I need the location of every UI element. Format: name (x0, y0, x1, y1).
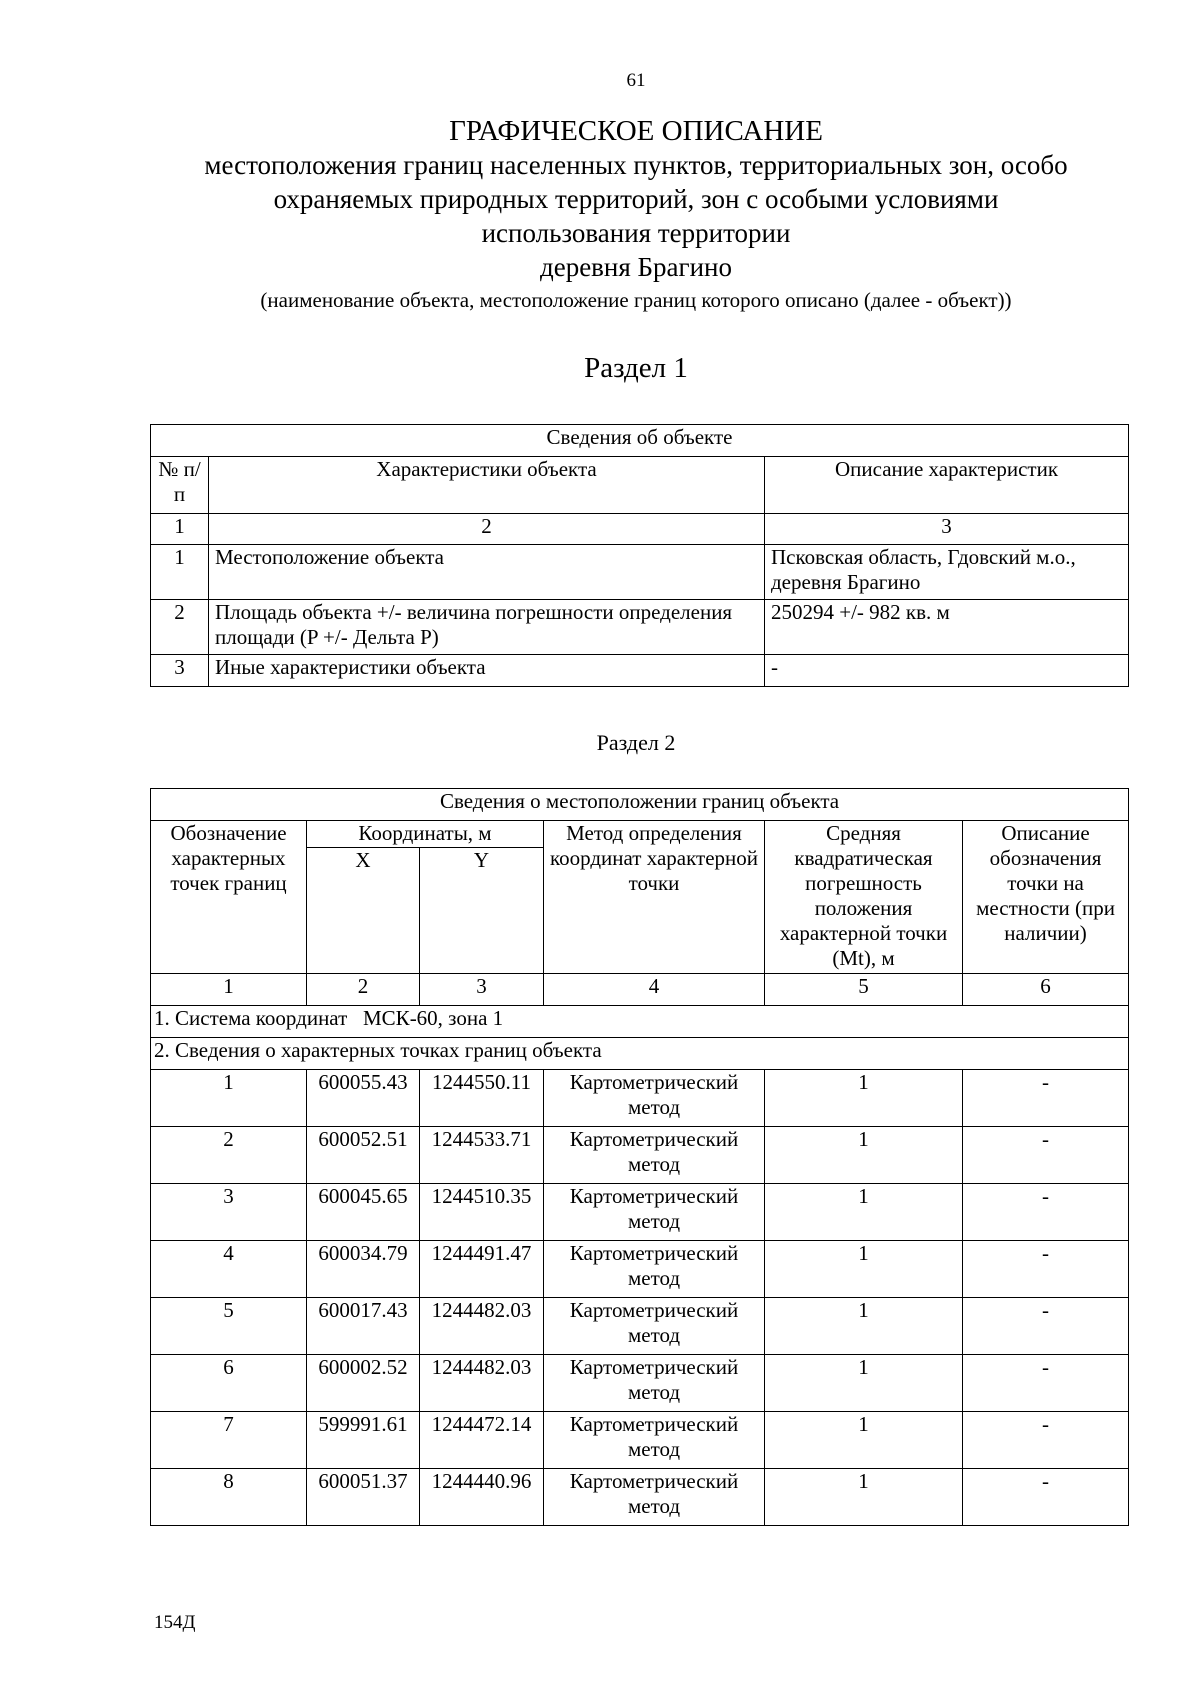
x-coord-cell: 600052.51 (307, 1127, 420, 1184)
x-coord-cell: 599991.61 (307, 1412, 420, 1469)
point-cell: 2 (151, 1127, 307, 1184)
characteristic-cell: Иные характеристики объекта (209, 655, 765, 687)
table-row (151, 655, 1129, 687)
column-number: 2 (209, 514, 765, 545)
coord-system-row: 1. Система координат МСК-60, зона 1 (151, 1006, 1129, 1038)
point-cell: 5 (151, 1298, 307, 1355)
column-number: 3 (420, 974, 544, 1006)
y-coord-cell: 1244472.14 (420, 1412, 544, 1469)
y-coord-cell: 1244440.96 (420, 1469, 544, 1526)
column-number: 1 (151, 514, 209, 545)
method-cell: Картометрический метод (544, 1412, 765, 1469)
table-row (151, 1469, 1129, 1526)
characteristic-cell: Местоположение объекта (209, 545, 765, 600)
column-header-y: Y (420, 848, 544, 974)
table-caption: Сведения о местоположении границ объекта (151, 789, 1129, 821)
column-header-coords: Координаты, м (307, 821, 544, 848)
error-cell: 1 (765, 1469, 963, 1526)
column-number: 2 (307, 974, 420, 1006)
column-number: 5 (765, 974, 963, 1006)
object-name-note: (наименование объекта, местоположение границ которого описано (далее - объект)) (260, 288, 1012, 312)
column-number: 4 (544, 974, 765, 1006)
method-cell: Картометрический метод (544, 1469, 765, 1526)
column-header-x: X (307, 848, 420, 974)
error-cell: 1 (765, 1355, 963, 1412)
point-description-cell: - (963, 1355, 1129, 1412)
description-cell: Псковская область, Гдовский м.о., деревня Брагино (765, 545, 1129, 600)
document-title: ГРАФИЧЕСКОЕ ОПИСАНИЕ (449, 115, 823, 147)
table-caption: Сведения об объекте (151, 425, 1129, 457)
column-number: 6 (963, 974, 1129, 1006)
object-name: деревня Брагино (539, 252, 733, 282)
table-row (151, 1241, 1129, 1298)
point-description-cell: - (963, 1469, 1129, 1526)
method-cell: Картометрический метод (544, 1127, 765, 1184)
point-description-cell: - (963, 1241, 1129, 1298)
x-coord-cell: 600002.52 (307, 1355, 420, 1412)
y-coord-cell: 1244533.71 (420, 1127, 544, 1184)
column-header-point: Обозначение характерных точек границ (151, 821, 307, 974)
characteristic-cell: Площадь объекта +/- величина погрешности определения площади (P +/- Дельта P) (209, 600, 765, 655)
error-cell: 1 (765, 1070, 963, 1127)
row-number: 3 (151, 655, 209, 687)
row-number: 2 (151, 600, 209, 655)
title-block (0, 114, 1200, 314)
x-coord-cell: 600034.79 (307, 1241, 420, 1298)
title-subtitle-line: использования территории (481, 218, 791, 248)
method-cell: Картометрический метод (544, 1355, 765, 1412)
points-caption-row: 2. Сведения о характерных точках границ объекта (151, 1038, 1129, 1070)
point-cell: 1 (151, 1070, 307, 1127)
error-cell: 1 (765, 1241, 963, 1298)
title-subtitle-line: охраняемых природных территорий, зон с особыми условиями (273, 184, 999, 214)
column-header-error: Средняя квадратическая погрешность положения характерной точки (Mt), м (765, 821, 963, 974)
boundary-points-table (150, 788, 1129, 1526)
row-number: 1 (151, 545, 209, 600)
method-cell: Картометрический метод (544, 1184, 765, 1241)
point-description-cell: - (963, 1070, 1129, 1127)
point-cell: 7 (151, 1412, 307, 1469)
point-description-cell: - (963, 1412, 1129, 1469)
title-subtitle-line: местоположения границ населенных пунктов, территориальных зон, особо (204, 150, 1068, 180)
object-info-table (150, 424, 1129, 687)
error-cell: 1 (765, 1412, 963, 1469)
error-cell: 1 (765, 1127, 963, 1184)
method-cell: Картометрический метод (544, 1070, 765, 1127)
y-coord-cell: 1244510.35 (420, 1184, 544, 1241)
table-row (151, 1127, 1129, 1184)
point-description-cell: - (963, 1298, 1129, 1355)
footer-code: 154Д (154, 1612, 196, 1633)
page-number: 61 (626, 70, 646, 91)
x-coord-cell: 600051.37 (307, 1469, 420, 1526)
column-number: 1 (151, 974, 307, 1006)
point-cell: 6 (151, 1355, 307, 1412)
table-row (151, 1298, 1129, 1355)
point-description-cell: - (963, 1127, 1129, 1184)
table-row (151, 545, 1129, 600)
point-description-cell: - (963, 1184, 1129, 1241)
y-coord-cell: 1244550.11 (420, 1070, 544, 1127)
method-cell: Картометрический метод (544, 1298, 765, 1355)
table-row (151, 1412, 1129, 1469)
x-coord-cell: 600017.43 (307, 1298, 420, 1355)
column-header: Характеристики объекта (209, 457, 765, 514)
y-coord-cell: 1244491.47 (420, 1241, 544, 1298)
section2-title: Раздел 2 (596, 730, 676, 755)
point-cell: 3 (151, 1184, 307, 1241)
column-header: № п/п (151, 457, 209, 514)
point-cell: 4 (151, 1241, 307, 1298)
column-header-description: Описание обозначения точки на местности (при наличии) (963, 821, 1129, 974)
x-coord-cell: 600045.65 (307, 1184, 420, 1241)
x-coord-cell: 600055.43 (307, 1070, 420, 1127)
column-number: 3 (765, 514, 1129, 545)
table-row (151, 1184, 1129, 1241)
table-row (151, 600, 1129, 655)
section1-title: Раздел 1 (584, 352, 688, 384)
description-cell: 250294 +/- 982 кв. м (765, 600, 1129, 655)
y-coord-cell: 1244482.03 (420, 1298, 544, 1355)
column-header: Описание характеристик (765, 457, 1129, 514)
error-cell: 1 (765, 1184, 963, 1241)
table-row (151, 1355, 1129, 1412)
point-cell: 8 (151, 1469, 307, 1526)
y-coord-cell: 1244482.03 (420, 1355, 544, 1412)
method-cell: Картометрический метод (544, 1241, 765, 1298)
description-cell: - (765, 655, 1129, 687)
error-cell: 1 (765, 1298, 963, 1355)
column-header-method: Метод определения координат характерной точки (544, 821, 765, 974)
table-row (151, 1070, 1129, 1127)
